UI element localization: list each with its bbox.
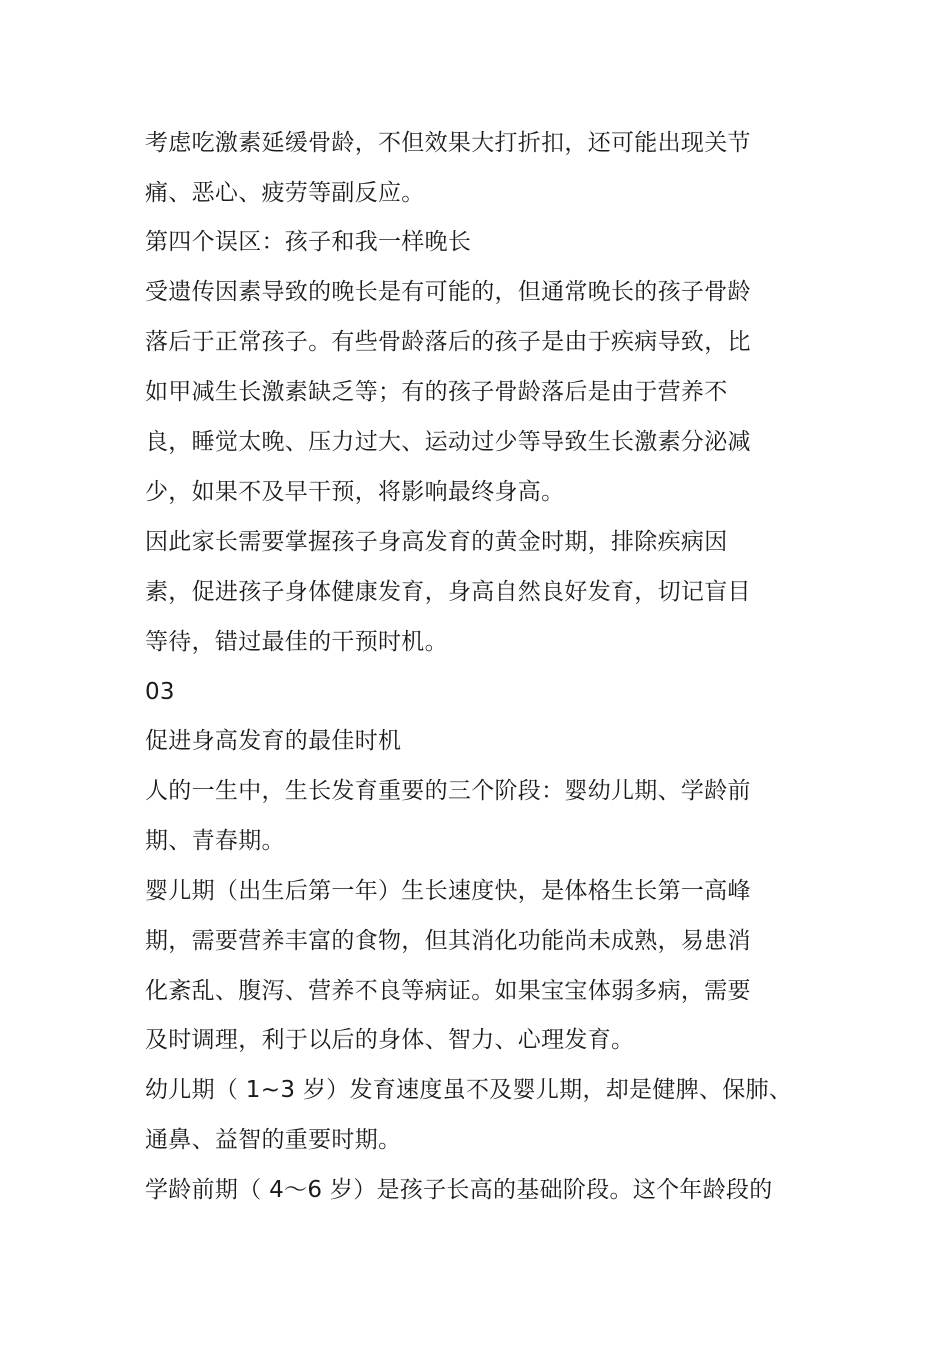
- text-line: 素，促进孩子身体健康发育，身高自然良好发育，切记盲目: [145, 579, 751, 605]
- text-line: 及时调理，利于以后的身体、智力、心理发育。: [145, 1027, 635, 1053]
- text-line: 人的一生中，生长发育重要的三个阶段：婴幼儿期、学龄前: [145, 778, 751, 804]
- text-line: 婴儿期（出生后第一年）生长速度快，是体格生长第一高峰: [145, 878, 751, 904]
- section-number: 03: [145, 679, 175, 705]
- section-heading: 促进身高发育的最佳时机: [145, 728, 402, 754]
- text-line: 期、青春期。: [145, 828, 285, 854]
- text-line: 因此家长需要掌握孩子身高发育的黄金时期，排除疾病因: [145, 529, 728, 555]
- text-line: 受遗传因素导致的晚长是有可能的，但通常晚长的孩子骨龄: [145, 279, 751, 305]
- text-line: 学龄前期（ 4～6 岁）是孩子长高的基础阶段。这个年龄段的: [145, 1177, 773, 1203]
- section-heading: 第四个误区：孩子和我一样晚长: [145, 229, 472, 255]
- text-line: 考虑吃激素延缓骨龄，不但效果大打折扣，还可能出现关节: [145, 130, 751, 156]
- text-line: 化紊乱、腹泻、营养不良等病证。如果宝宝体弱多病，需要: [145, 978, 751, 1004]
- text-line: 少，如果不及早干预，将影响最终身高。: [145, 479, 565, 505]
- text-line: 良，睡觉太晚、压力过大、运动过少等导致生长激素分泌减: [145, 429, 751, 455]
- text-line: 痛、恶心、疲劳等副反应。: [145, 180, 425, 206]
- text-line: 期，需要营养丰富的食物，但其消化功能尚未成熟，易患消: [145, 928, 751, 954]
- text-line: 等待，错过最佳的干预时机。: [145, 629, 448, 655]
- text-line: 幼儿期（ 1~3 岁）发育速度虽不及婴儿期，却是健脾、保肺、: [145, 1077, 793, 1103]
- text-line: 通鼻、益智的重要时期。: [145, 1127, 402, 1153]
- text-line: 落后于正常孩子。有些骨龄落后的孩子是由于疾病导致，比: [145, 329, 751, 355]
- text-line: 如甲减生长激素缺乏等；有的孩子骨龄落后是由于营养不: [145, 379, 728, 405]
